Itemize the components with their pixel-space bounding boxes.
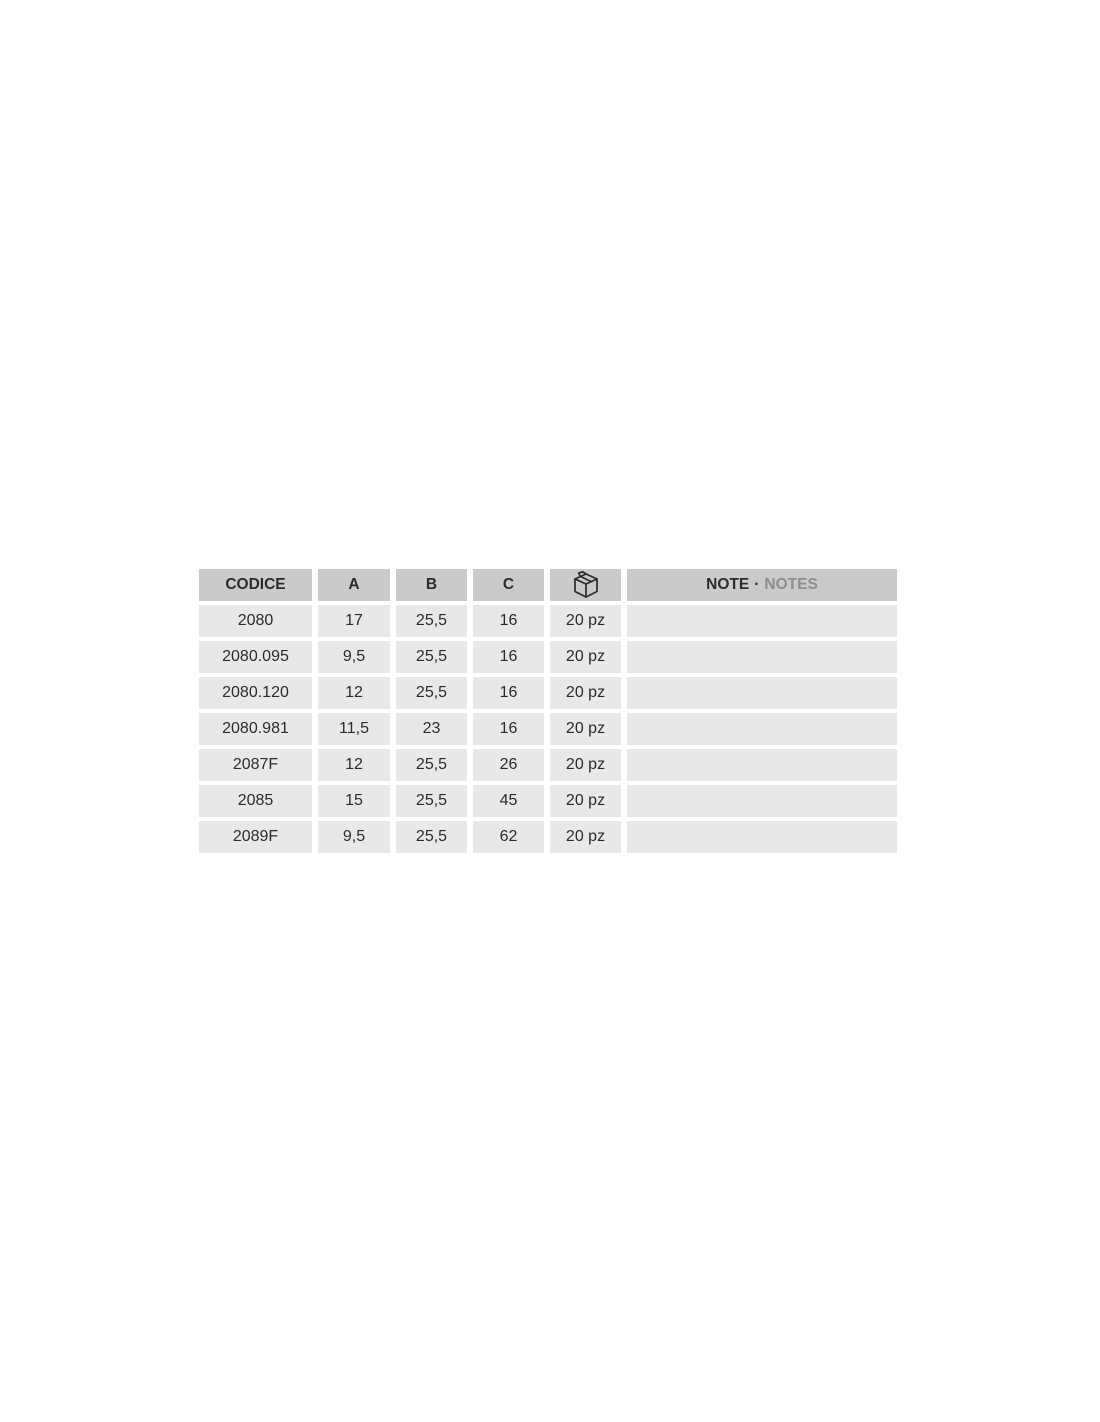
cell-codice: 2080.120 (199, 677, 312, 709)
header-a: A (318, 569, 390, 601)
header-c: C (473, 569, 544, 601)
cell-a: 9,5 (318, 821, 390, 853)
header-note-primary: NOTE (706, 576, 750, 594)
cell-a: 12 (318, 749, 390, 781)
cell-pack: 20 pz (550, 605, 621, 637)
cell-note (627, 749, 897, 781)
header-codice: CODICE (199, 569, 312, 601)
cell-note (627, 605, 897, 637)
spec-table (199, 569, 897, 853)
cell-b: 25,5 (396, 785, 467, 817)
header-b: B (396, 569, 467, 601)
header-note (627, 569, 897, 601)
cell-pack: 20 pz (550, 713, 621, 745)
cell-c: 26 (473, 749, 544, 781)
cell-codice: 2080.981 (199, 713, 312, 745)
cell-b: 25,5 (396, 605, 467, 637)
cell-codice: 2080.095 (199, 641, 312, 673)
cell-a: 15 (318, 785, 390, 817)
cell-pack: 20 pz (550, 785, 621, 817)
cell-b: 25,5 (396, 821, 467, 853)
cell-c: 16 (473, 713, 544, 745)
cell-pack: 20 pz (550, 821, 621, 853)
cell-note (627, 677, 897, 709)
header-note-secondary: NOTES (764, 576, 818, 594)
cell-a: 17 (318, 605, 390, 637)
cell-c: 62 (473, 821, 544, 853)
cell-note (627, 713, 897, 745)
cell-note (627, 785, 897, 817)
table-row (199, 785, 897, 817)
cell-a: 9,5 (318, 641, 390, 673)
table-row (199, 677, 897, 709)
table-row (199, 713, 897, 745)
cell-c: 45 (473, 785, 544, 817)
cell-note (627, 641, 897, 673)
header-pack (550, 569, 621, 601)
cell-codice: 2089F (199, 821, 312, 853)
cell-b: 25,5 (396, 677, 467, 709)
cell-a: 12 (318, 677, 390, 709)
cell-c: 16 (473, 605, 544, 637)
cell-pack: 20 pz (550, 749, 621, 781)
cell-pack: 20 pz (550, 641, 621, 673)
cell-pack: 20 pz (550, 677, 621, 709)
cell-note (627, 821, 897, 853)
cell-c: 16 (473, 641, 544, 673)
cell-b: 25,5 (396, 641, 467, 673)
table-row (199, 641, 897, 673)
header-note-separator: · (754, 576, 760, 594)
cell-b: 25,5 (396, 749, 467, 781)
table-row (199, 749, 897, 781)
cell-codice: 2080 (199, 605, 312, 637)
cell-a: 11,5 (318, 713, 390, 745)
table-row (199, 821, 897, 853)
table-row (199, 605, 897, 637)
cell-b: 23 (396, 713, 467, 745)
cell-c: 16 (473, 677, 544, 709)
cell-codice: 2087F (199, 749, 312, 781)
cell-codice: 2085 (199, 785, 312, 817)
table-header-row (199, 569, 897, 601)
package-icon (573, 571, 599, 599)
